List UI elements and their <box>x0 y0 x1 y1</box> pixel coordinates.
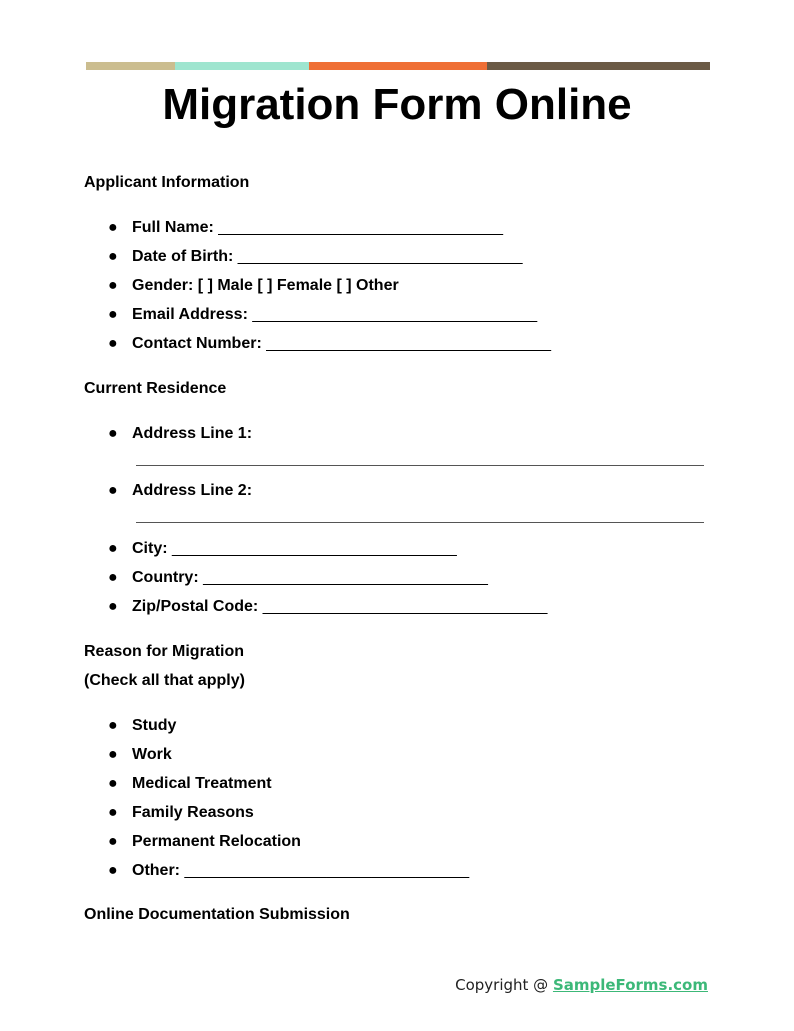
bullet-icon: ● <box>108 482 118 499</box>
bullet-icon: ● <box>108 775 118 792</box>
blank-line[interactable]: ________________________________ <box>203 569 488 586</box>
option-work[interactable] <box>108 745 172 765</box>
field-gender[interactable] <box>108 276 399 296</box>
option-label: Family Reasons <box>132 804 254 821</box>
field-label: Email Address: <box>132 306 248 323</box>
section-heading-documentation: Online Documentation Submission <box>84 906 350 923</box>
option-other[interactable] <box>108 861 469 881</box>
bullet-icon: ● <box>108 540 118 557</box>
bullet-icon: ● <box>108 248 118 265</box>
field-label: City: <box>132 540 168 557</box>
field-zip-postal-code[interactable] <box>108 597 547 617</box>
option-family-reasons[interactable] <box>108 803 254 823</box>
field-label: Gender: [ ] Male [ ] Female [ ] Other <box>132 277 399 294</box>
section-subheading-reason: (Check all that apply) <box>84 672 245 689</box>
field-label: Contact Number: <box>132 335 262 352</box>
field-address-line-1[interactable] <box>108 424 252 444</box>
bullet-icon: ● <box>108 306 118 323</box>
bullet-icon: ● <box>108 717 118 734</box>
section-heading-residence: Current Residence <box>84 380 227 397</box>
option-permanent-relocation[interactable] <box>108 832 301 852</box>
sampleforms-link[interactable]: SampleForms.com <box>552 976 708 994</box>
option-label: Permanent Relocation <box>132 833 301 850</box>
bullet-icon: ● <box>108 569 118 586</box>
field-label: Address Line 1: <box>132 425 253 442</box>
color-bar-segment-brown <box>487 62 710 70</box>
bullet-icon: ● <box>108 862 118 879</box>
field-email-address[interactable] <box>108 305 537 325</box>
header-color-bar <box>86 62 710 70</box>
option-label: Medical Treatment <box>132 775 272 792</box>
option-study[interactable] <box>108 716 176 736</box>
bullet-icon: ● <box>108 833 118 850</box>
blank-line[interactable]: ________________________________ <box>252 306 538 323</box>
address-line-2-blank[interactable] <box>136 522 704 523</box>
field-address-line-2[interactable] <box>108 481 252 501</box>
field-country[interactable] <box>108 568 488 588</box>
bullet-icon: ● <box>108 335 118 352</box>
bullet-icon: ● <box>108 598 118 615</box>
bullet-icon: ● <box>108 425 118 442</box>
page-title: Migration Form Online <box>162 80 632 129</box>
footer-copyright <box>455 975 708 995</box>
blank-line[interactable]: ________________________________ <box>237 248 523 265</box>
blank-line[interactable]: ________________________________ <box>172 540 457 557</box>
option-medical-treatment[interactable] <box>108 774 272 794</box>
option-label: Other: <box>132 862 180 879</box>
color-bar-segment-orange <box>309 62 487 70</box>
field-city[interactable] <box>108 539 457 559</box>
field-full-name[interactable] <box>108 218 503 238</box>
copyright-prefix: Copyright @ <box>455 976 553 994</box>
blank-line[interactable]: ________________________________ <box>266 335 551 352</box>
blank-line[interactable]: ________________________________ <box>218 219 503 236</box>
field-label: Date of Birth: <box>132 248 234 265</box>
option-label: Work <box>132 746 172 763</box>
blank-line[interactable]: ________________________________ <box>262 598 548 615</box>
blank-line[interactable]: ________________________________ <box>184 862 470 879</box>
bullet-icon: ● <box>108 804 118 821</box>
color-bar-segment-tan <box>86 62 175 70</box>
field-label: Full Name: <box>132 219 214 236</box>
field-label: Country: <box>132 569 199 586</box>
color-bar-segment-mint <box>175 62 309 70</box>
bullet-icon: ● <box>108 277 118 294</box>
field-label: Address Line 2: <box>132 482 253 499</box>
field-label: Zip/Postal Code: <box>132 598 259 615</box>
section-heading-reason: Reason for Migration <box>84 643 245 660</box>
field-date-of-birth[interactable] <box>108 247 523 267</box>
address-line-1-blank[interactable] <box>136 465 704 466</box>
field-contact-number[interactable] <box>108 334 551 354</box>
option-label: Study <box>132 717 177 734</box>
bullet-icon: ● <box>108 219 118 236</box>
section-heading-applicant: Applicant Information <box>84 174 250 191</box>
bullet-icon: ● <box>108 746 118 763</box>
